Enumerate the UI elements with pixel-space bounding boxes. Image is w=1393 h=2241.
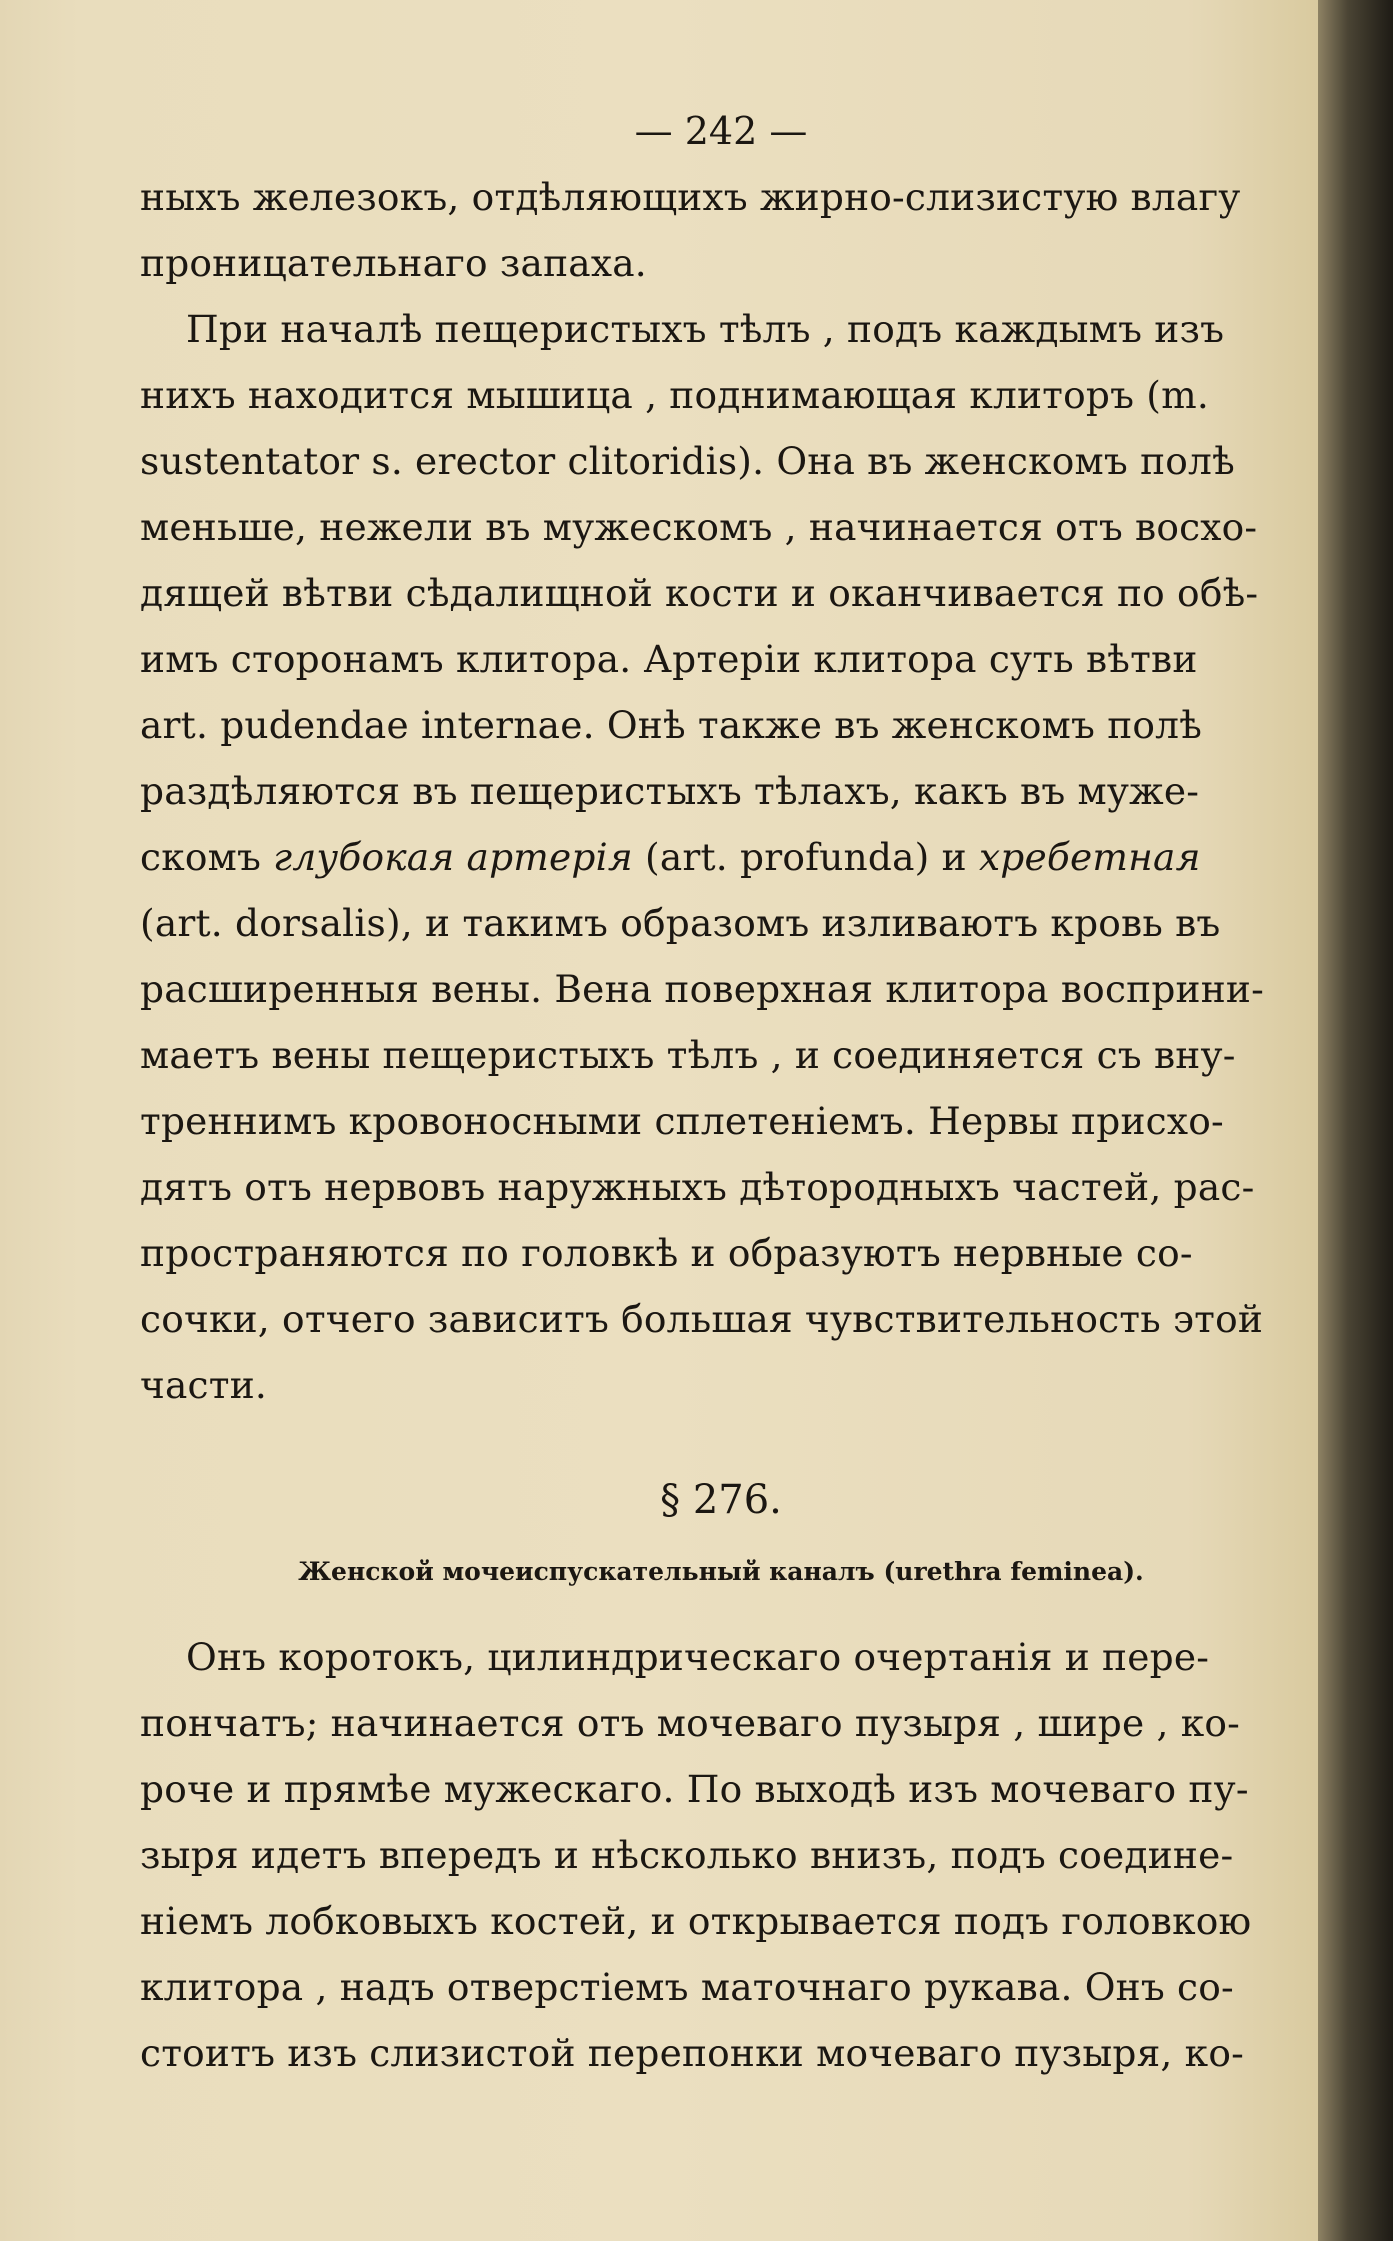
text-line: Онъ коротокъ, цилиндрическаго очертанія и пере- xyxy=(186,1635,1210,1679)
text-line: зыря идетъ впередъ и нѣсколько внизъ, подъ соедине- xyxy=(140,1833,1234,1877)
text-line: ныхъ железокъ, отдѣляющихъ жирно-слизистую влагу xyxy=(140,175,1241,219)
text-line: клитора , надъ отверстіемъ маточнаго рукава. Онъ со- xyxy=(140,1965,1234,2009)
text-line: маетъ вены пещеристыхъ тѣлъ , и соединяется съ вну- xyxy=(140,1033,1236,1077)
paragraph-clitoris-muscle xyxy=(140,296,1302,1418)
text-run: (art. profunda) и xyxy=(632,835,979,879)
text-line: сочки, отчего зависитъ большая чувствительность этой xyxy=(140,1297,1264,1341)
page-number: — 242 — xyxy=(634,109,808,153)
text-line: sustentator s. erector clitoridis). Она въ женскомъ полѣ xyxy=(140,439,1235,483)
text-line: треннимъ кровоносными сплетеніемъ. Нервы присхо- xyxy=(140,1099,1224,1143)
text-line: части. xyxy=(140,1363,268,1407)
italic-term: хребетная xyxy=(978,835,1201,879)
text-line: пончатъ; начинается отъ мочеваго пузыря , шире , ко- xyxy=(140,1701,1241,1745)
text-line: пространяются по головкѣ и образуютъ нервные со- xyxy=(140,1231,1193,1275)
text-line: ніемъ лобковыхъ костей, и открывается подъ головкою xyxy=(140,1899,1252,1943)
text-line: art. pudendae internae. Онѣ также въ женскомъ полѣ xyxy=(140,703,1203,747)
text-line: дящей вѣтви сѣдалищной кости и оканчивается по обѣ- xyxy=(140,571,1259,615)
italic-term: глубокая артерія xyxy=(273,835,633,879)
text-line: роче и прямѣе мужескаго. По выходѣ изъ мочеваго пу- xyxy=(140,1767,1249,1811)
section-number: § 276. xyxy=(660,1477,782,1523)
text-line: При началѣ пещеристыхъ тѣлъ , подъ каждымъ изъ xyxy=(186,307,1225,351)
section-title: Женской мочеиспускательный каналъ (urethra feminea). xyxy=(298,1557,1144,1586)
paragraph-continuation xyxy=(140,164,1302,296)
text-line: меньше, нежели въ мужескомъ , начинается отъ восхо- xyxy=(140,505,1258,549)
text-run: скомъ xyxy=(140,835,274,879)
text-line: стоитъ изъ слизистой перепонки мочеваго пузыря, ко- xyxy=(140,2031,1244,2075)
text-line: имъ сторонамъ клитора. Артеріи клитора суть вѣтви xyxy=(140,637,1198,681)
text-line: (art. dorsalis), и такимъ образомъ изливаютъ кровь въ xyxy=(140,901,1221,945)
text-line xyxy=(140,824,1302,890)
text-line: проницательнаго запаха. xyxy=(140,241,647,285)
text-line: дятъ отъ нервовъ наружныхъ дѣтородныхъ частей, рас- xyxy=(140,1165,1255,1209)
text-line: раздѣляются въ пещеристыхъ тѣлахъ, какъ въ муже- xyxy=(140,769,1200,813)
book-spine-shadow xyxy=(1318,0,1393,2241)
text-line: нихъ находится мышица , поднимающая клиторъ (m. xyxy=(140,373,1209,417)
paragraph-urethra xyxy=(140,1624,1302,2086)
page-text-block xyxy=(140,100,1302,2086)
text-line: расширенныя вены. Вена поверхная клитора восприни- xyxy=(140,967,1264,1011)
